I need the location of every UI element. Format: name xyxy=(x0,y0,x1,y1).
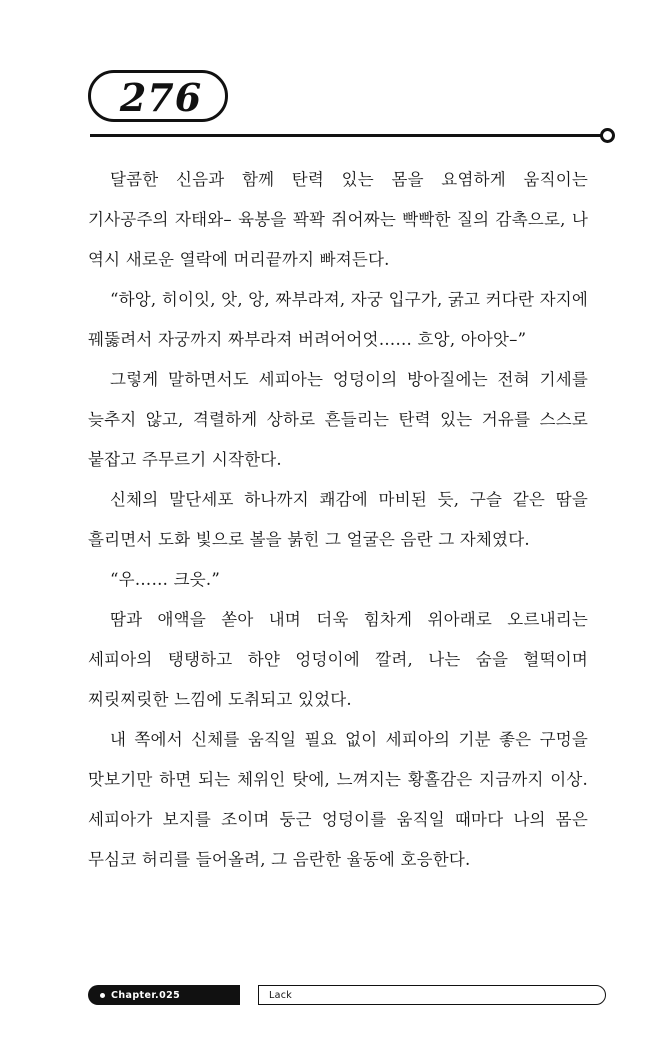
circle-outline-icon xyxy=(600,128,615,143)
page-footer xyxy=(0,985,672,1025)
footer-chapter-badge xyxy=(88,985,240,1005)
header-rule xyxy=(90,134,606,137)
page-number: 276 xyxy=(119,75,203,120)
paragraph: 그렇게 말하면서도 세피아는 엉덩이의 방아질에는 전혀 기세를 늦추지 않고, 격렬하게 상하로 흔들리는 탄력 있는 거유를 스스로 붙잡고 주무르기 시작한다. xyxy=(88,370,588,469)
dot-icon xyxy=(100,993,105,998)
paragraph: 내 쪽에서 신체를 움직일 필요 없이 세피아의 기분 좋은 구멍을 맛보기만 하면 되는 체위인 탓에, 느껴지는 황홀감은 지금까지 이상. 세피아가 보지를 조이며 둥근 엉덩이를 움직일 때마다 나의 몸은 무심코 허리를 들어올려, 그 음란한 율동에 호응한다. xyxy=(88,730,588,869)
page-number-pill xyxy=(88,70,228,122)
page-header xyxy=(0,70,672,150)
footer-title-box xyxy=(258,985,606,1005)
page-body xyxy=(88,160,588,880)
paragraph: “하앙, 히이잇, 앗, 앙, 짜부라져, 자궁 입구가, 굵고 커다란 자지에 꿰뚫려서 자궁까지 짜부라져 버려어어엇…… 흐앙, 아아앗–” xyxy=(88,290,588,349)
paragraph: 땀과 애액을 쏟아 내며 더욱 힘차게 위아래로 오르내리는 세피아의 탱탱하고 하얀 엉덩이에 깔려, 나는 숨을 헐떡이며 찌릿찌릿한 느낌에 도취되고 있었다. xyxy=(88,610,588,709)
paragraph: “우…… 크읏.” xyxy=(110,570,220,589)
paragraph: 달콤한 신음과 함께 탄력 있는 몸을 요염하게 움직이는 기사공주의 자태와– 육봉을 꽉꽉 쥐어짜는 빡빡한 질의 감촉으로, 나 역시 새로운 열락에 머리끝까지 빠져든다. xyxy=(88,170,588,269)
paragraph: 신체의 말단세포 하나까지 쾌감에 마비된 듯, 구슬 같은 땀을 흘리면서 도화 빛으로 볼을 붉힌 그 얼굴은 음란 그 자체였다. xyxy=(88,490,588,549)
footer-chapter-label: Chapter.025 xyxy=(111,989,181,1001)
footer-title: Lack xyxy=(269,989,293,1001)
